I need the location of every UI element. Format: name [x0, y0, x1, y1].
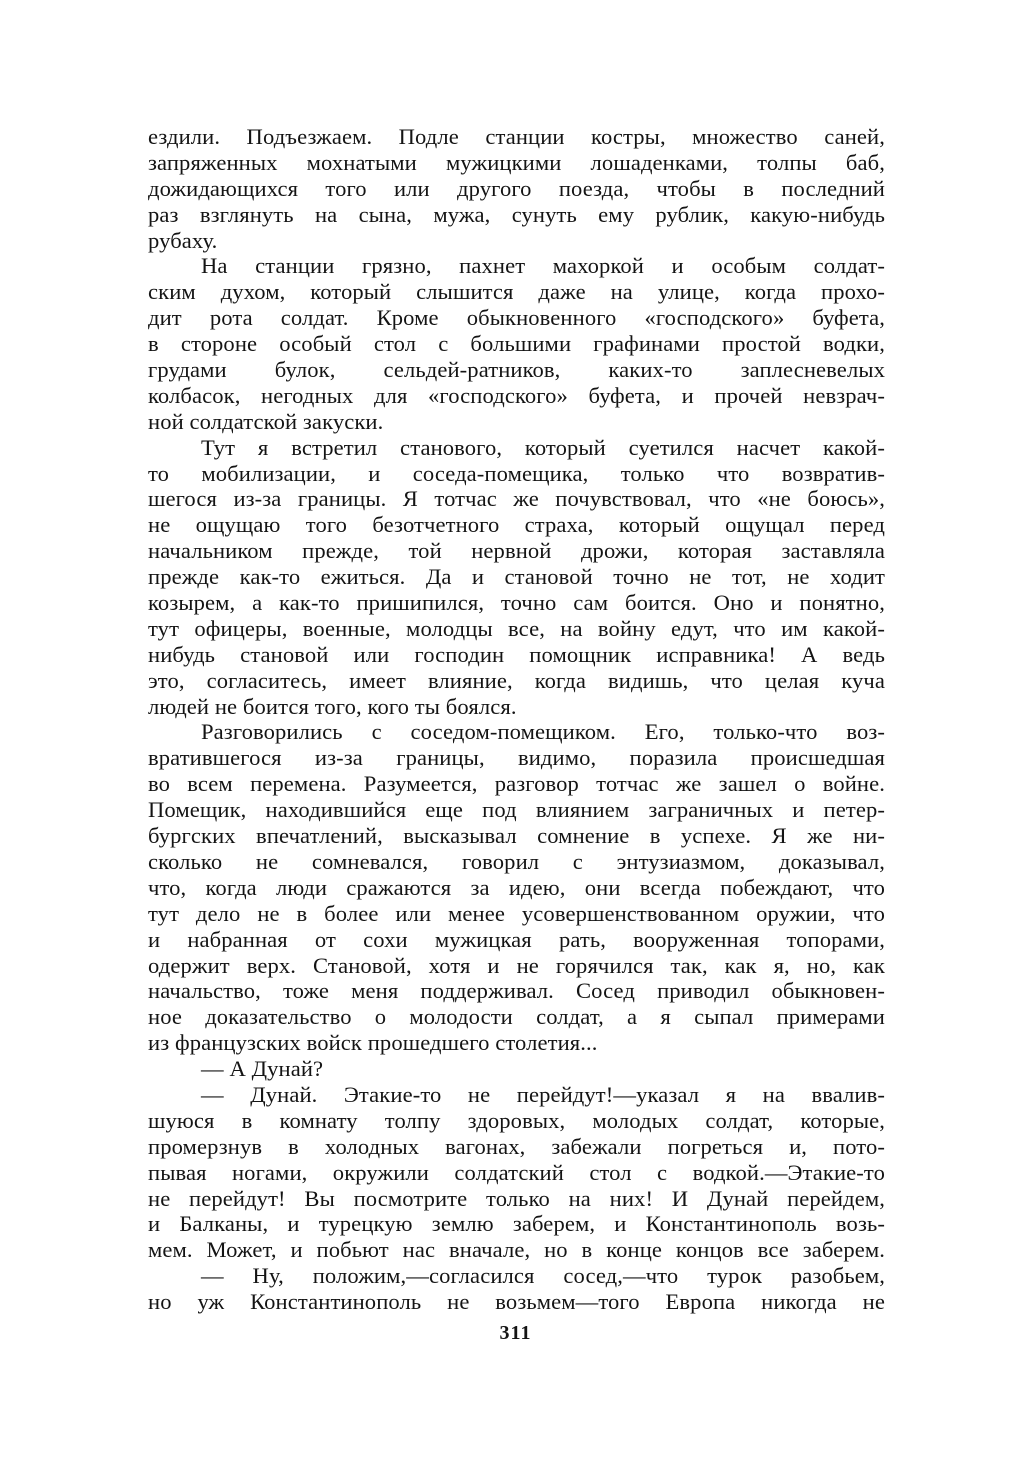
text-line: Тут я встретил станового, который суетился насчет какой-: [201, 434, 885, 460]
page-text: [148, 124, 885, 1315]
text-line: раз взглянуть на сына, мужа, сунуть ему рублик, какую-нибудь: [148, 201, 885, 227]
text-line: — А Дунай?: [201, 1056, 324, 1082]
text-line: грудами булок, сельдей-ратников, каких-то заплесневелых: [148, 357, 885, 383]
text-line: рубаху.: [148, 227, 218, 253]
text-line: одержит верх. Становой, хотя и не горячился так, как я, но, как: [148, 952, 885, 978]
text-line: в стороне особый стол с большими графинами простой водки,: [148, 331, 885, 357]
text-line: На станции грязно, пахнет махоркой и особым солдат-: [201, 253, 885, 279]
text-line: ное доказательство о молодости солдат, а я сыпал примерами: [148, 1004, 885, 1030]
text-line: шуюся в комнату толпу здоровых, молодых солдат, которые,: [148, 1107, 885, 1133]
text-line: во всем перемена. Разумеется, разговор тотчас же зашел о войне.: [148, 771, 885, 797]
text-line: ездили. Подъезжаем. Подле станции костры, множество саней,: [148, 124, 885, 149]
text-line: шегося из-за границы. Я тотчас же почувствовал, что «не боюсь»,: [148, 486, 885, 512]
text-line: ским духом, который слышится даже на улице, когда прохо-: [148, 279, 885, 305]
text-line: нибудь становой или господин помощник исправника! А ведь: [148, 641, 885, 667]
text-line: бургских впечатлений, высказывал сомнение в успехе. Я же ни-: [148, 823, 885, 849]
text-line: — Дунай. Этакие-то не перейдут!—указал я на ввалив-: [201, 1081, 885, 1107]
page-number: 311: [499, 1322, 532, 1344]
text-line: дожидающихся того или другого поезда, чтобы в последний: [148, 175, 885, 201]
text-line: не перейдут! Вы посмотрите только на них! И Дунай перейдем,: [148, 1185, 885, 1211]
text-line: запряженных мохнатыми мужицкими лошаденками, толпы баб,: [148, 149, 885, 175]
text-line: мем. Может, и побьют нас вначале, но в конце концов все заберем.: [148, 1237, 885, 1263]
text-line: — Ну, положим,—согласился сосед,—что турок разобьем,: [201, 1263, 885, 1289]
text-line: и набранная от сохи мужицкая рать, вооруженная топорами,: [148, 926, 885, 952]
text-line: Помещик, находившийся еще под влиянием заграничных и петер-: [148, 797, 885, 823]
text-line: промерзнув в холодных вагонах, забежали погреться и, пото-: [148, 1133, 885, 1159]
text-line: прежде как-то ежиться. Да и становой точно не тот, не ходит: [148, 564, 885, 590]
text-line: вратившегося из-за границы, видимо, поразила происшедшая: [148, 745, 885, 771]
text-line: это, согласитесь, имеет влияние, когда видишь, что целая куча: [148, 667, 885, 693]
text-line: сколько не сомневался, говорил с энтузиазмом, доказывал,: [148, 848, 885, 874]
text-line: ной солдатской закуски.: [148, 408, 384, 434]
text-line: из французских войск прошедшего столетия...: [148, 1030, 598, 1056]
text-line: и Балканы, и турецкую землю заберем, и Константинополь возь-: [148, 1211, 885, 1237]
text-line: дит рота солдат. Кроме обыкновенного «господского» буфета,: [148, 305, 885, 331]
text-line: пывая ногами, окружили солдатский стол с водкой.—Этакие-то: [148, 1159, 885, 1185]
text-line: начальство, тоже меня поддерживал. Сосед приводил обыкновен-: [148, 978, 885, 1004]
text-line: людей не боится того, кого ты боялся.: [148, 693, 517, 719]
text-line: тут дело не в более или менее усовершенствованном оружии, что: [148, 900, 885, 926]
text-line: но уж Константинополь не возьмем—того Европа никогда не: [148, 1289, 885, 1315]
text-line: Разговорились с соседом-помещиком. Его, только-что воз-: [201, 719, 885, 745]
text-line: козырем, а как-то пришипился, точно сам боится. Оно и понятно,: [148, 590, 885, 616]
text-line: начальником прежде, той нервной дрожи, которая заставляла: [148, 538, 885, 564]
text-line: тут офицеры, военные, молодцы все, на войну едут, что им какой-: [148, 615, 885, 641]
text-line: колбасок, негодных для «господского» буфета, и прочей невзрач-: [148, 382, 885, 408]
text-line: что, когда люди сражаются за идею, они всегда побеждают, что: [148, 874, 885, 900]
text-line: то мобилизации, и соседа-помещика, только что возвратив-: [148, 460, 885, 486]
text-line: не ощущаю того безотчетного страха, который ощущал перед: [148, 512, 885, 538]
